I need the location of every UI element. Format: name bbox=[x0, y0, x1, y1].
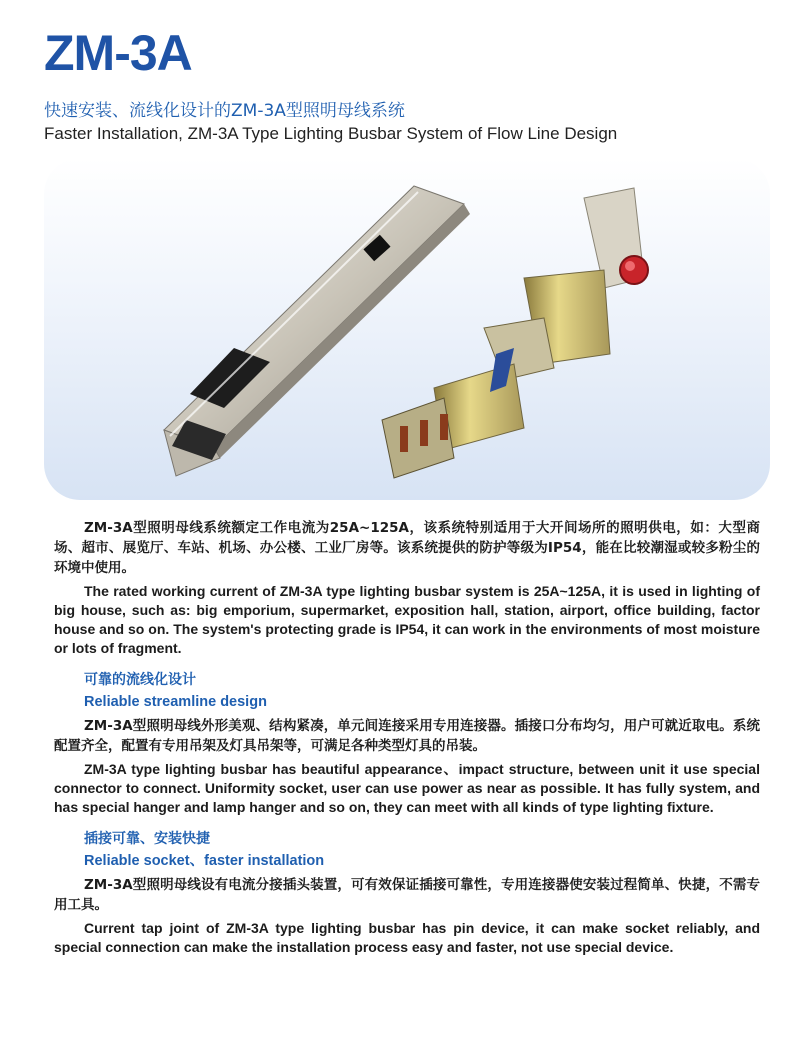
busbar-illustration bbox=[44, 158, 770, 500]
section-paragraph-en: Current tap joint of ZM-3A type lighting busbar has pin device, it can make socket reliably, and special connection can make the installation process easy and faster, not use special device. bbox=[54, 920, 760, 955]
intro-paragraph-en: The rated working current of ZM-3A type lighting busbar system is 25A~125A, it is used in lighting of big house, such as: big emporium, supermarket, exposition hall, station, airport, office building, factor house and so on. The system's protecting grade is IP54, it can work in the environments of most moisture or lots of fragment. bbox=[54, 583, 760, 656]
section-heading-en: Reliable streamline design bbox=[84, 694, 267, 710]
product-photo bbox=[44, 158, 770, 500]
subtitle-chinese: 快速安装、流线化设计的ZM-3A型照明母线系统 bbox=[44, 101, 405, 121]
section-paragraph-en: ZM-3A type lighting busbar has beautiful appearance、impact structure, between unit it use special connector to connect. Uniformity socket, user can use power as near as possible. It has fully system, and has special hanger and lamp hanger and so on, they can meet with all kinds of type lighting fixture. bbox=[54, 761, 760, 815]
description-body bbox=[54, 518, 760, 961]
subtitle-english: Faster Installation, ZM-3A Type Lighting Busbar System of Flow Line Design bbox=[44, 124, 618, 143]
section-paragraph-cn: ZM-3A型照明母线设有电流分接插头装置，可有效保证插接可靠性，专用连接器使安装过程简单、快捷，不需专用工具。 bbox=[54, 877, 760, 913]
intro-paragraph-cn: ZM-3A型照明母线系统额定工作电流为25A~125A，该系统特别适用于大开间场所的照明供电，如：大型商场、超市、展览厅、车站、机场、办公楼、工业厂房等。该系统提供的防护等级为IP54，能在比较潮湿或较多粉尘的环境中使用。 bbox=[54, 520, 760, 576]
section-heading-cn: 插接可靠、安装快捷 bbox=[84, 831, 210, 847]
section-paragraph-cn: ZM-3A型照明母线外形美观、结构紧凑，单元间连接采用专用连接器。插接口分布均匀，用户可就近取电。系统配置齐全，配置有专用吊架及灯具吊架等，可满足各种类型灯具的吊装。 bbox=[54, 718, 760, 754]
section-heading-cn: 可靠的流线化设计 bbox=[84, 672, 196, 688]
product-title: ZM-3A bbox=[44, 25, 192, 81]
section-heading-en: Reliable socket、faster installation bbox=[84, 853, 325, 869]
